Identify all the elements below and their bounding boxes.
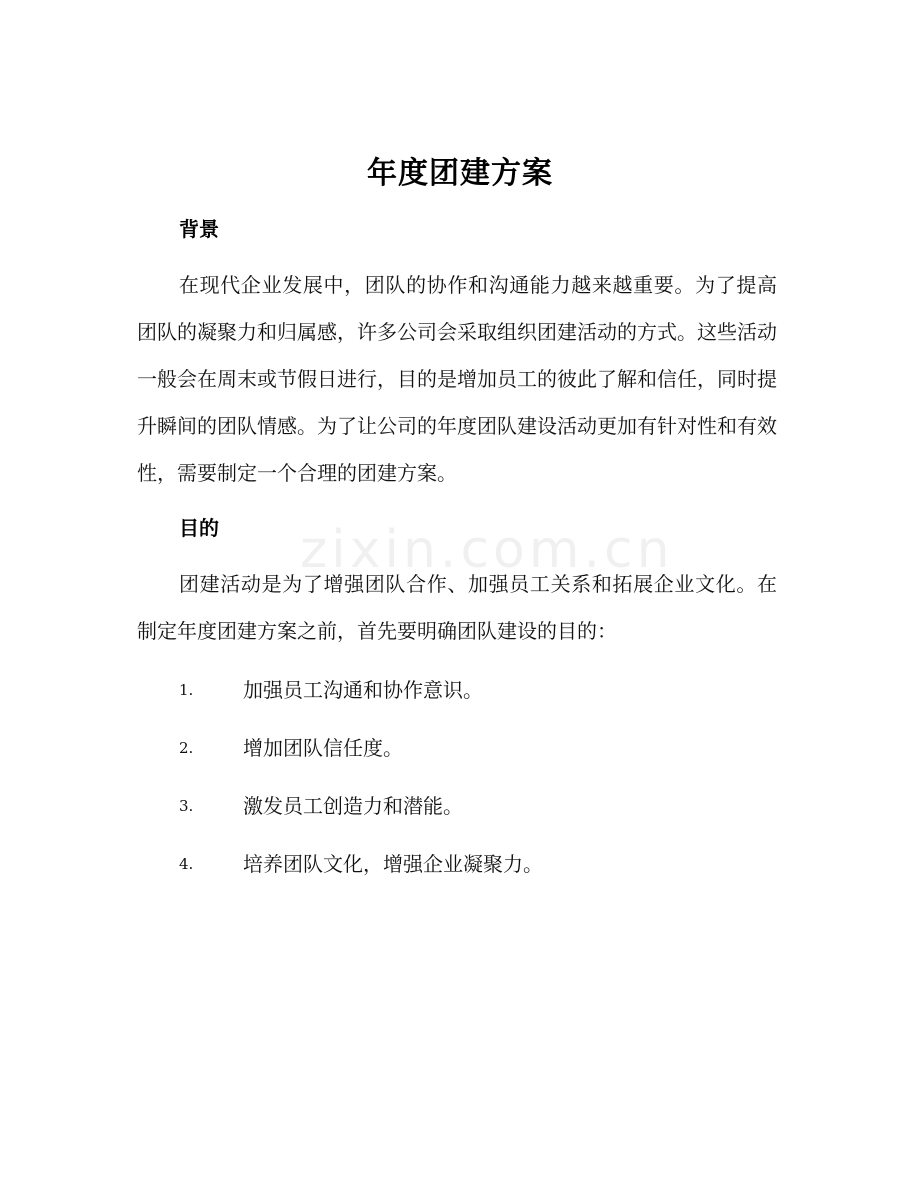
list-item	[179, 791, 779, 821]
list-item	[179, 849, 779, 879]
list-item-text: 激发员工创造力和潜能。	[243, 794, 463, 818]
document-title: 年度团建方案	[367, 156, 553, 191]
list-item-number: 4.	[179, 855, 194, 873]
purpose-paragraph: 团建活动是为了增强团队合作、加强员工关系和拓展企业文化。在制定年度团建方案之前，首先要明确团队建设的目的：	[137, 572, 777, 643]
list-item-number: 1.	[179, 681, 194, 699]
list-item	[179, 733, 779, 763]
watermark: zixin.com.cn	[300, 520, 674, 580]
section-heading-purpose: 目的	[179, 516, 219, 540]
list-item-number: 3.	[179, 797, 194, 815]
list-item-text: 增加团队信任度。	[243, 736, 403, 760]
background-paragraph: 在现代企业发展中，团队的协作和沟通能力越来越重要。为了提高团队的凝聚力和归属感，许多公司会采取组织团建活动的方式。这些活动一般会在周末或节假日进行，目的是增加员工的彼此了解和信任，同时提升瞬间的团队情感。为了让公司的年度团队建设活动更加有针对性和有效性，需要制定一个合理的团建方案。	[137, 273, 777, 485]
section-heading-background: 背景	[179, 217, 219, 241]
list-item-number: 2.	[179, 739, 194, 757]
list-item-text: 加强员工沟通和协作意识。	[243, 678, 483, 702]
list-item	[179, 675, 779, 705]
list-item-text: 培养团队文化，增强企业凝聚力。	[243, 852, 543, 876]
